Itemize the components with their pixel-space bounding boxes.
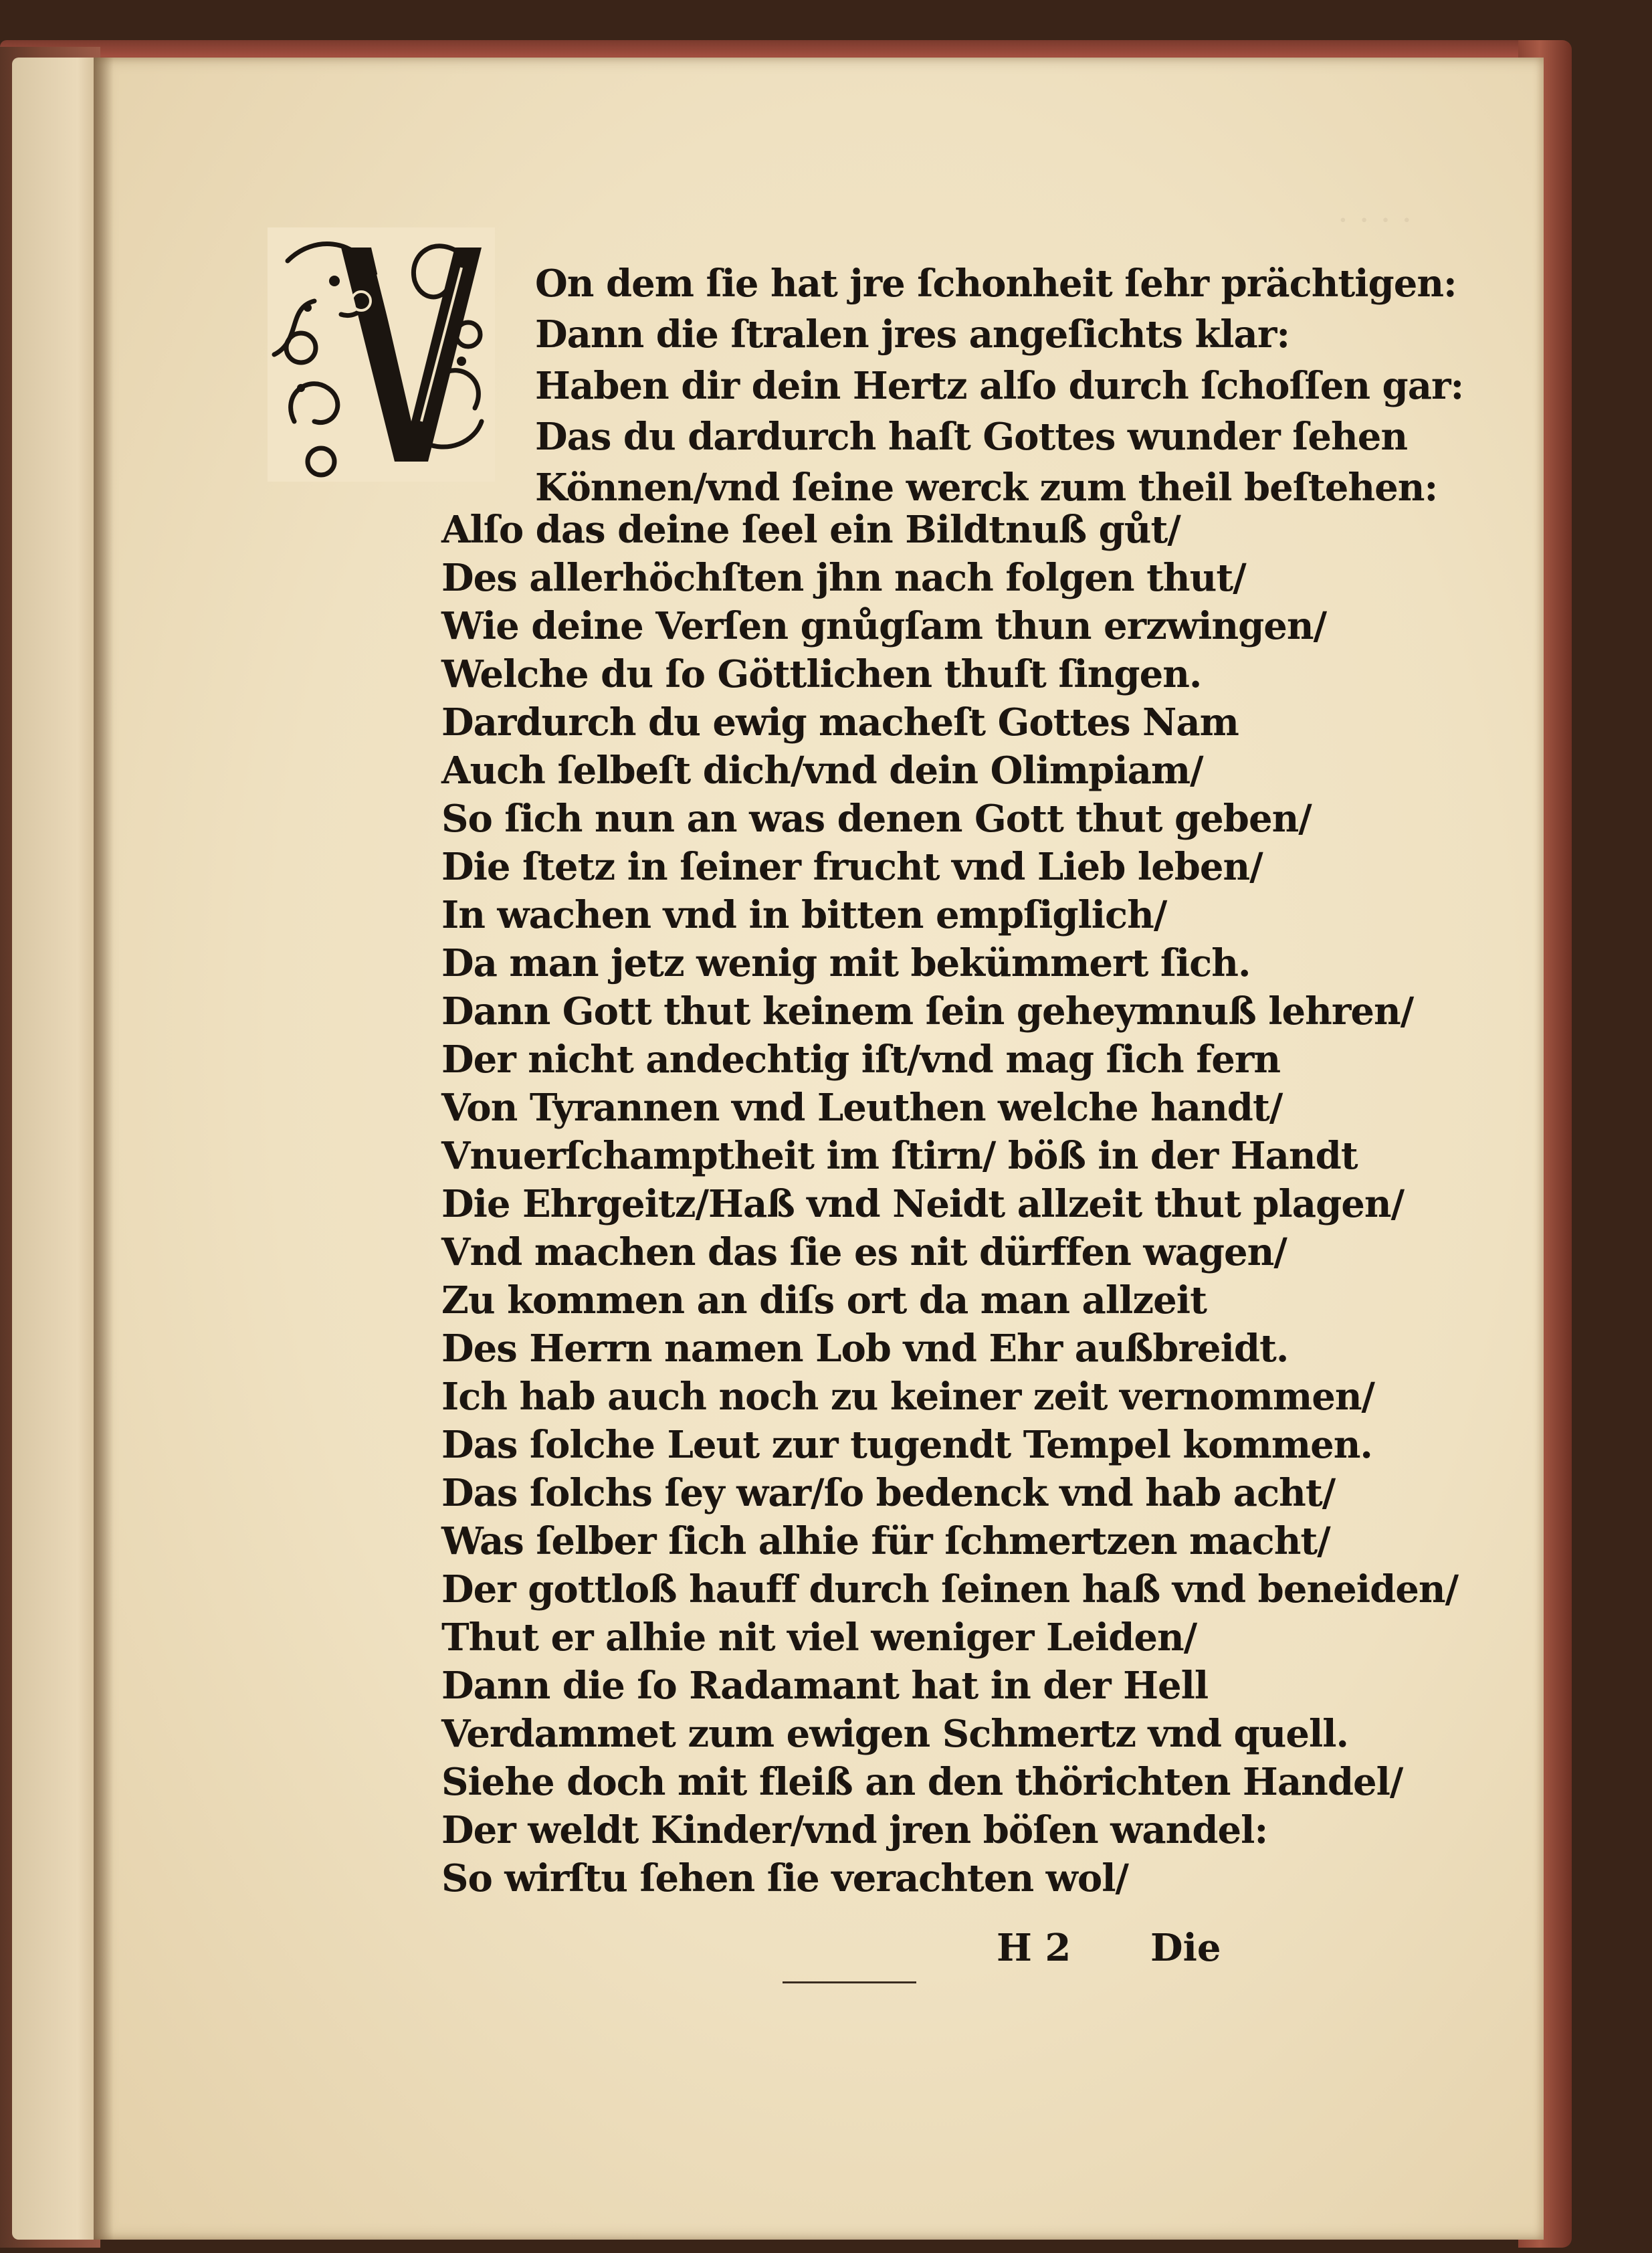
poem-line: On dem ſie hat jre ſchonheit ſehr prächtigen: <box>535 262 1457 306</box>
poem-line: Haben dir dein Hertz alſo durch ſchoſſen gar: <box>535 364 1464 408</box>
poem-line: Dann die ſo Radamant hat in der Hell <box>441 1664 1209 1708</box>
poem-line: Können/vnd ſeine werck zum theil beſtehen: <box>535 466 1438 510</box>
poem-line: Ich hab auch noch zu keiner zeit vernommen/ <box>441 1375 1375 1419</box>
poem-line: Da man jetz wenig mit bekümmert ſich. <box>441 941 1251 985</box>
bleed-through-texture: · · · · <box>1338 201 1413 239</box>
poem-line: Dann die ſtralen jres angeſichts klar: <box>535 312 1289 357</box>
poem-line: So ſich nun an was denen Gott thut geben/ <box>441 797 1312 841</box>
poem-line: Der nicht andechtig iſt/vnd mag ſich fern <box>441 1038 1281 1082</box>
poem-line: Der gottloß hauff durch ſeinen haß vnd beneiden/ <box>441 1567 1459 1611</box>
poem-line: So wirſtu ſehen ſie verachten wol/ <box>441 1856 1128 1900</box>
poem-line: Siehe doch mit fleiß an den thörichten Handel/ <box>441 1760 1403 1804</box>
poem-line: Zu kommen an diſs ort da man allzeit <box>441 1278 1207 1323</box>
poem-line: Wie deine Verſen gnůgſam thun erzwingen/ <box>441 604 1327 648</box>
poem-line: Das du dardurch haſt Gottes wunder ſehen <box>535 415 1408 459</box>
poem-line: Die ſtetz in ſeiner frucht vnd Lieb leben/ <box>441 845 1263 889</box>
poem-line: Vnd machen das ſie es nit dürffen wagen/ <box>441 1230 1287 1274</box>
poem-line: In wachen vnd in bitten empſiglich/ <box>441 893 1167 937</box>
poem-line: Welche du ſo Göttlichen thuſt ſingen. <box>441 652 1202 696</box>
poem-line: Auch ſelbeſt dich/vnd dein Olimpiam/ <box>441 749 1203 793</box>
poem-line: Des Herrn namen Lob vnd Ehr außbreidt. <box>441 1327 1289 1371</box>
poem-line: Das ſolchs ſey war/ſo bedenck vnd hab acht/ <box>441 1471 1336 1515</box>
poem-line: Dardurch du ewig macheſt Gottes Nam <box>441 700 1239 745</box>
poem-line: Die Ehrgeitz/Haß vnd Neidt allzeit thut plagen/ <box>441 1182 1405 1226</box>
catchword: Die <box>1150 1926 1221 1970</box>
poem-line: Das ſolche Leut zur tugendt Tempel kommen. <box>441 1423 1372 1467</box>
poem-line: Der weldt Kinder/vnd jren böſen wandel: <box>441 1808 1268 1852</box>
poem-line: Verdammet zum ewigen Schmertz vnd quell. <box>441 1712 1349 1756</box>
poem-line: Was ſelber ſich alhie für ſchmertzen macht/ <box>441 1519 1330 1563</box>
printed-rule <box>783 1981 916 1983</box>
poem-line: Alſo das deine ſeel ein Bildtnuß gůt/ <box>441 508 1180 552</box>
poem-line: Thut er alhie nit viel weniger Leiden/ <box>441 1615 1197 1660</box>
poem-line: Dann Gott thut keinem ſein geheymnuß lehren/ <box>441 989 1414 1034</box>
poem-line: Des allerhöchſten jhn nach folgen thut/ <box>441 556 1246 600</box>
poem-line: Vnuerſchamptheit im ſtirn/ böß in der Handt <box>441 1134 1358 1178</box>
poem-line: Von Tyrannen vnd Leuthen welche handt/ <box>441 1086 1283 1130</box>
signature-mark: H 2 <box>997 1926 1071 1970</box>
